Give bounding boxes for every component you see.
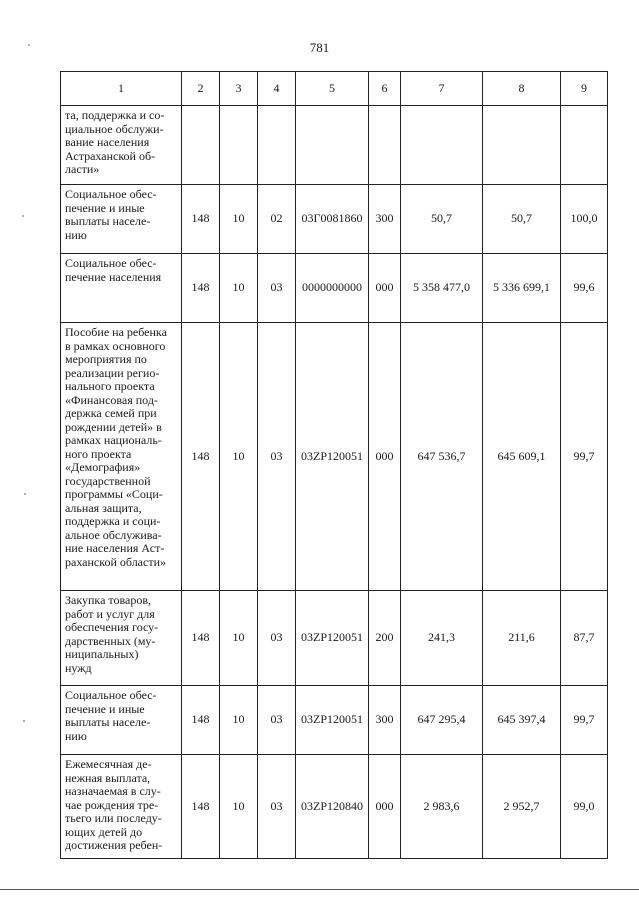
row-description: Ежемесячная де- нежная выплата, назначаемая в слу- чае рождения тре- тьего или последу- ющих детей до достижения ребен- — [61, 755, 182, 859]
header-cell: 4 — [258, 72, 296, 106]
cell-c7: 50,7 — [401, 185, 483, 254]
table-row — [61, 254, 608, 323]
cell-c3 — [220, 106, 258, 185]
header-cell: 7 — [401, 72, 483, 106]
cell-c8: 2 952,7 — [483, 755, 561, 859]
header-cell: 1 — [61, 72, 182, 106]
cell-c4: 03 — [258, 323, 296, 591]
cell-c7: 5 358 477,0 — [401, 254, 483, 323]
cell-c8: 645 397,4 — [483, 686, 561, 755]
budget-table — [60, 71, 608, 859]
cell-c9 — [561, 106, 608, 185]
cell-c8: 5 336 699,1 — [483, 254, 561, 323]
row-description: Социальное обес- печение и иные выплаты населе- нию — [61, 185, 182, 254]
row-description: Социальное обес- печение населения — [61, 254, 182, 323]
cell-c2 — [182, 106, 220, 185]
cell-c3: 10 — [220, 254, 258, 323]
header-cell: 6 — [369, 72, 401, 106]
scan-speck — [23, 720, 25, 722]
table-row — [61, 185, 608, 254]
scan-speck — [28, 44, 30, 46]
header-cell: 2 — [182, 72, 220, 106]
cell-c5: 03ZP120051 — [296, 686, 369, 755]
cell-c9: 99,7 — [561, 323, 608, 591]
cell-c7: 647 295,4 — [401, 686, 483, 755]
cell-c7 — [401, 106, 483, 185]
cell-c4: 03 — [258, 591, 296, 686]
cell-c9: 99,7 — [561, 686, 608, 755]
table-row — [61, 323, 608, 591]
cell-c5: 0000000000 — [296, 254, 369, 323]
cell-c3: 10 — [220, 323, 258, 591]
cell-c4: 03 — [258, 755, 296, 859]
cell-c2: 148 — [182, 591, 220, 686]
cell-c9: 100,0 — [561, 185, 608, 254]
cell-c7: 647 536,7 — [401, 323, 483, 591]
row-description: та, поддержка и со- циальное обслужи- вание населения Астраханской об- ласти» — [61, 106, 182, 185]
table-row — [61, 106, 608, 185]
page-number: 781 — [309, 40, 330, 55]
cell-c2: 148 — [182, 686, 220, 755]
table-body — [61, 72, 608, 859]
cell-c2: 148 — [182, 323, 220, 591]
cell-c2: 148 — [182, 254, 220, 323]
cell-c4 — [258, 106, 296, 185]
cell-c9: 87,7 — [561, 591, 608, 686]
cell-c8 — [483, 106, 561, 185]
row-description: Социальное обес- печение и иные выплаты населе- нию — [61, 686, 182, 755]
cell-c6: 000 — [369, 755, 401, 859]
scan-speck — [24, 493, 26, 495]
bottom-rule — [0, 889, 639, 890]
cell-c2: 148 — [182, 185, 220, 254]
cell-c8: 645 609,1 — [483, 323, 561, 591]
cell-c9: 99,6 — [561, 254, 608, 323]
cell-c4: 03 — [258, 254, 296, 323]
table-row — [61, 591, 608, 686]
cell-c5 — [296, 106, 369, 185]
header-cell: 3 — [220, 72, 258, 106]
row-description: Пособие на ребенка в рамках основного мероприятия по реализации регио- нального проекта «Финансовая под- держка семей при рождении детей» в рамках националь- ного проекта «Демография» государственной программы «Соци- альная защита, поддержка и соци- альное обслужива- ние населения Аст- раханской области» — [61, 323, 182, 591]
cell-c6: 300 — [369, 686, 401, 755]
table-row — [61, 755, 608, 859]
header-cell: 9 — [561, 72, 608, 106]
cell-c2: 148 — [182, 755, 220, 859]
cell-c4: 02 — [258, 185, 296, 254]
cell-c6: 300 — [369, 185, 401, 254]
cell-c3: 10 — [220, 591, 258, 686]
cell-c5: 03ZP120840 — [296, 755, 369, 859]
cell-c5: 03ZP120051 — [296, 323, 369, 591]
cell-c8: 50,7 — [483, 185, 561, 254]
cell-c6: 000 — [369, 323, 401, 591]
cell-c5: 03Г0081860 — [296, 185, 369, 254]
cell-c3: 10 — [220, 686, 258, 755]
cell-c3: 10 — [220, 185, 258, 254]
cell-c6: 200 — [369, 591, 401, 686]
cell-c7: 2 983,6 — [401, 755, 483, 859]
header-cell: 5 — [296, 72, 369, 106]
header-cell: 8 — [483, 72, 561, 106]
cell-c4: 03 — [258, 686, 296, 755]
header-row — [61, 72, 608, 106]
cell-c3: 10 — [220, 755, 258, 859]
cell-c6: 000 — [369, 254, 401, 323]
row-description: Закупка товаров, работ и услуг для обеспечения госу- дарственных (му- ниципальных) нужд — [61, 591, 182, 686]
cell-c6 — [369, 106, 401, 185]
cell-c7: 241,3 — [401, 591, 483, 686]
cell-c8: 211,6 — [483, 591, 561, 686]
cell-c5: 03ZP120051 — [296, 591, 369, 686]
cell-c9: 99,0 — [561, 755, 608, 859]
table-row — [61, 686, 608, 755]
scan-speck — [22, 215, 24, 217]
